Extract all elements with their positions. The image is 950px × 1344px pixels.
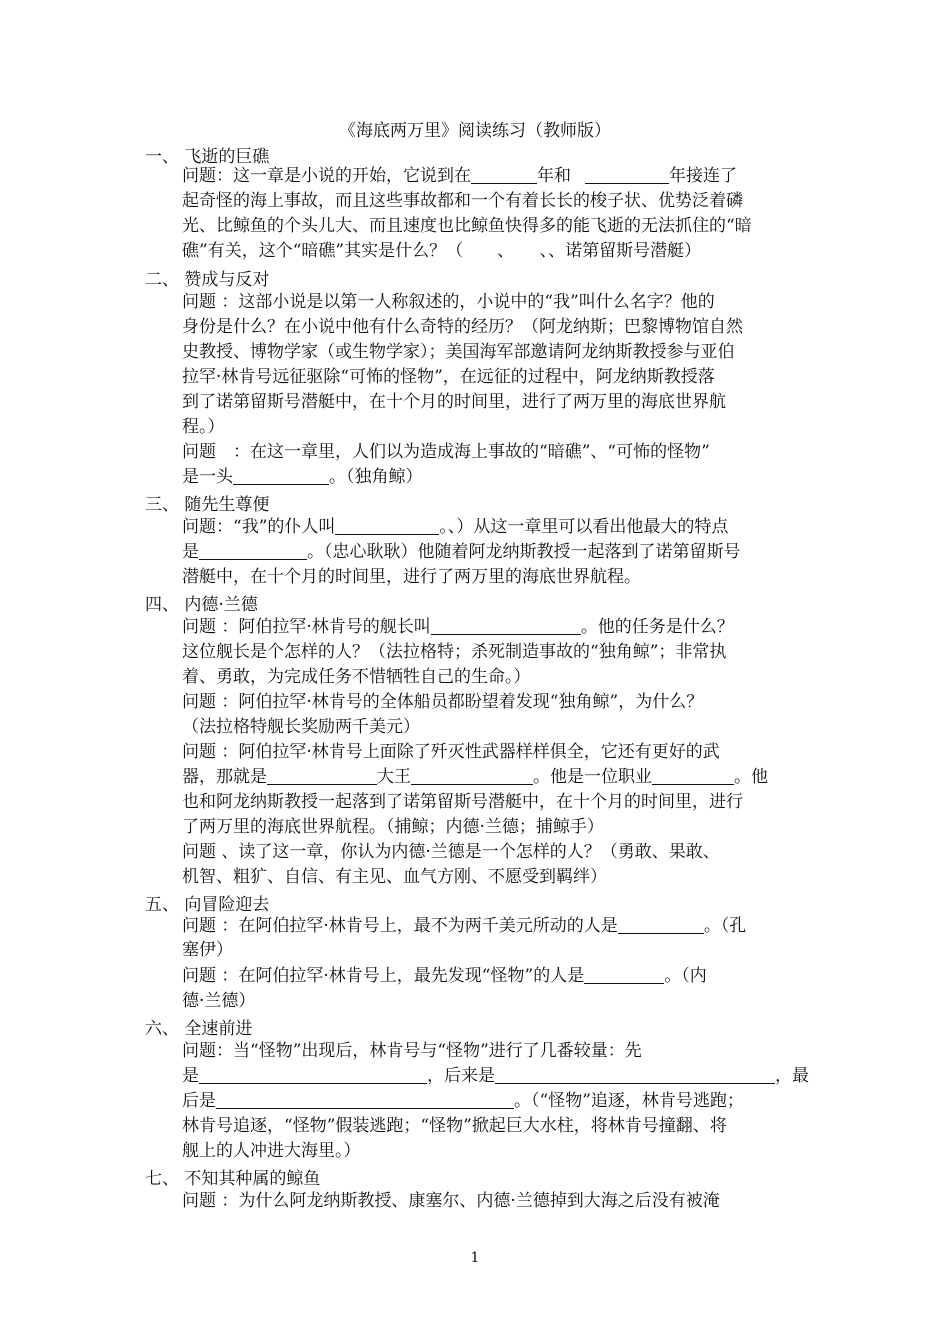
text: 。他的任务是什么？ [580,617,734,637]
question-line: 德·兰德） [182,991,256,1011]
question-line: 问题 ：阿伯拉罕·林肯号的全体船员都盼望着发现“独角鲸”，为什么？ [182,692,704,712]
question-line: 礁”有关，这个“暗礁”其实是什么？（ 、 、、诺第留斯号潜艇） [182,241,702,261]
section-heading-2: 二、 赞成与反对 [145,270,270,290]
question-line [182,465,806,489]
question-line [182,615,806,639]
question-line: 潜艇中，在十个月的时间里，进行了两万里的海底世界航程。 [182,567,641,587]
question-line: 史教授、博物学家（或生物学家）；美国海军部邀请阿龙纳斯教授参与亚伯 [182,342,735,362]
document-title: 《海底两万里》阅读练习（教师版） [339,121,611,141]
text: ，最 [775,1066,809,1086]
question-line [182,1064,809,1088]
answer-blank[interactable] [618,917,704,934]
section-heading-5: 五、 向冒险迎去 [145,895,270,915]
answer-blank[interactable] [267,768,377,785]
text: 。（内 [664,966,707,986]
question-line: 问题 ：为什么阿龙纳斯教授、康塞尔、内德·兰德掉到大海之后没有被淹 [182,1191,720,1211]
text: 问题 ：在阿伯拉罕·林肯号上，最不为两千美元所动的人是 [182,916,618,936]
answer-blank[interactable] [199,543,307,560]
text: 。（忠心耿耿）他随着阿龙纳斯教授一起落到了诺第留斯号 [307,542,741,562]
text: 。他是一位职业 [533,767,652,787]
question-line: 身份是什么？在小说中他有什么奇特的经历？（阿龙纳斯；巴黎博物馆自然 [182,317,743,337]
question-line: 问题 ：这部小说是以第一人称叙述的，小说中的“我”叫什么名字？他的 [182,292,715,312]
answer-blank[interactable] [431,618,581,635]
question-line [182,964,806,988]
text: ，后来是 [427,1066,495,1086]
answer-blank[interactable] [216,1092,514,1109]
section-heading-1: 一、 飞逝的巨礁 [145,147,270,167]
answer-blank[interactable] [585,167,669,184]
text: 是 [182,1066,199,1086]
question-line: 问题 ：在这一章里，人们以为造成海上事故的“暗礁”、“可怖的怪物” [182,442,710,462]
question-line: 也和阿龙纳斯教授一起落到了诺第留斯号潜艇中，在十个月的时间里，进行 [182,792,743,812]
question-line [182,765,806,789]
text: 器，那就是 [182,767,267,787]
text: 大王 [377,767,411,787]
answer-blank[interactable] [652,768,734,785]
question-line: 拉罕·林肯号远征驱除“可怖的怪物”，在远征的过程中，阿龙纳斯教授落 [182,367,715,387]
text: 。（孔 [703,916,747,936]
text: 年和 [537,166,571,186]
answer-blank[interactable] [199,1067,427,1084]
question-line: 问题 ：阿伯拉罕·林肯号上面除了歼灭性武器样样俱全，它还有更好的武 [182,742,720,762]
question-line [182,515,806,539]
text: 年接连了 [669,166,737,186]
question-line: 起奇怪的海上事故，而且这些事故都和一个有着长长的梭子状、优势泛着磷 [182,191,743,211]
question-line: 到了诺第留斯号潜艇中，在十个月的时间里，进行了两万里的海底世界航 [182,392,726,412]
question-line [182,914,806,938]
question-line: 光、比鲸鱼的个头儿大、而且速度也比鲸鱼快得多的能飞逝的无法抓住的“暗 [182,216,752,236]
section-heading-3: 三、 随先生尊便 [145,495,270,515]
question-line: 问题：当“怪物”出现后，林肯号与“怪物”进行了几番较量：先 [182,1041,642,1061]
text: 。（独角鲸） [329,467,423,487]
question-line: （法拉格特舰长奖励两千美元） [182,717,420,737]
question-line [182,540,806,564]
question-line: 着、勇敢，为完成任务不惜牺牲自己的生命。） [182,667,531,687]
question-line: 了两万里的海底世界航程。（捕鲸；内德·兰德；捕鲸手） [182,817,604,837]
answer-blank[interactable] [233,468,329,485]
answer-blank[interactable] [335,518,439,535]
text: 是 [182,542,199,562]
section-heading-4: 四、 内德·兰德 [145,595,258,615]
text: 。（“怪物”追逐，林肯号逃跑； [514,1091,744,1111]
question-line [182,1089,806,1113]
text: 问题：这一章是小说的开始，它说到在 [182,166,471,186]
question-line: 程。） [182,417,225,437]
text: 问题：“我”的仆人叫 [182,517,336,537]
question-line [182,164,806,188]
text: 是一头 [182,467,233,487]
question-line: 问题 、读了这一章，你认为内德·兰德是一个怎样的人？（勇敢、果敢、 [182,842,720,862]
question-line: 机智、粗犷、自信、有主见、血气方刚、不愿受到羁绊） [182,867,607,887]
question-line: 塞伊） [182,940,233,960]
question-line: 这位舰长是个怎样的人？（法拉格特；杀死制造事故的“独角鲸”；非常执 [182,642,727,662]
question-line: 林肯号追逐，“怪物”假装逃跑；“怪物”掀起巨大水柱，将林肯号撞翻、将 [182,1116,727,1136]
text: 。、）从这一章里可以看出他最大的特点 [439,517,729,537]
question-line: 舰上的人冲进大海里。） [182,1141,361,1161]
text: 问题 ：阿伯拉罕·林肯号的舰长叫 [182,617,431,637]
answer-blank[interactable] [411,768,533,785]
text: 。他 [734,767,768,787]
section-heading-7: 七、 不知其种属的鲸鱼 [145,1169,321,1189]
text: 后是 [182,1091,216,1111]
page-number: 1 [470,1250,480,1266]
section-heading-6: 六、 全速前进 [145,1019,253,1039]
answer-blank[interactable] [471,167,537,184]
text: 问题 ：在阿伯拉罕·林肯号上，最先发现“怪物”的人是 [182,966,585,986]
answer-blank[interactable] [495,1067,775,1084]
answer-blank[interactable] [584,967,664,984]
